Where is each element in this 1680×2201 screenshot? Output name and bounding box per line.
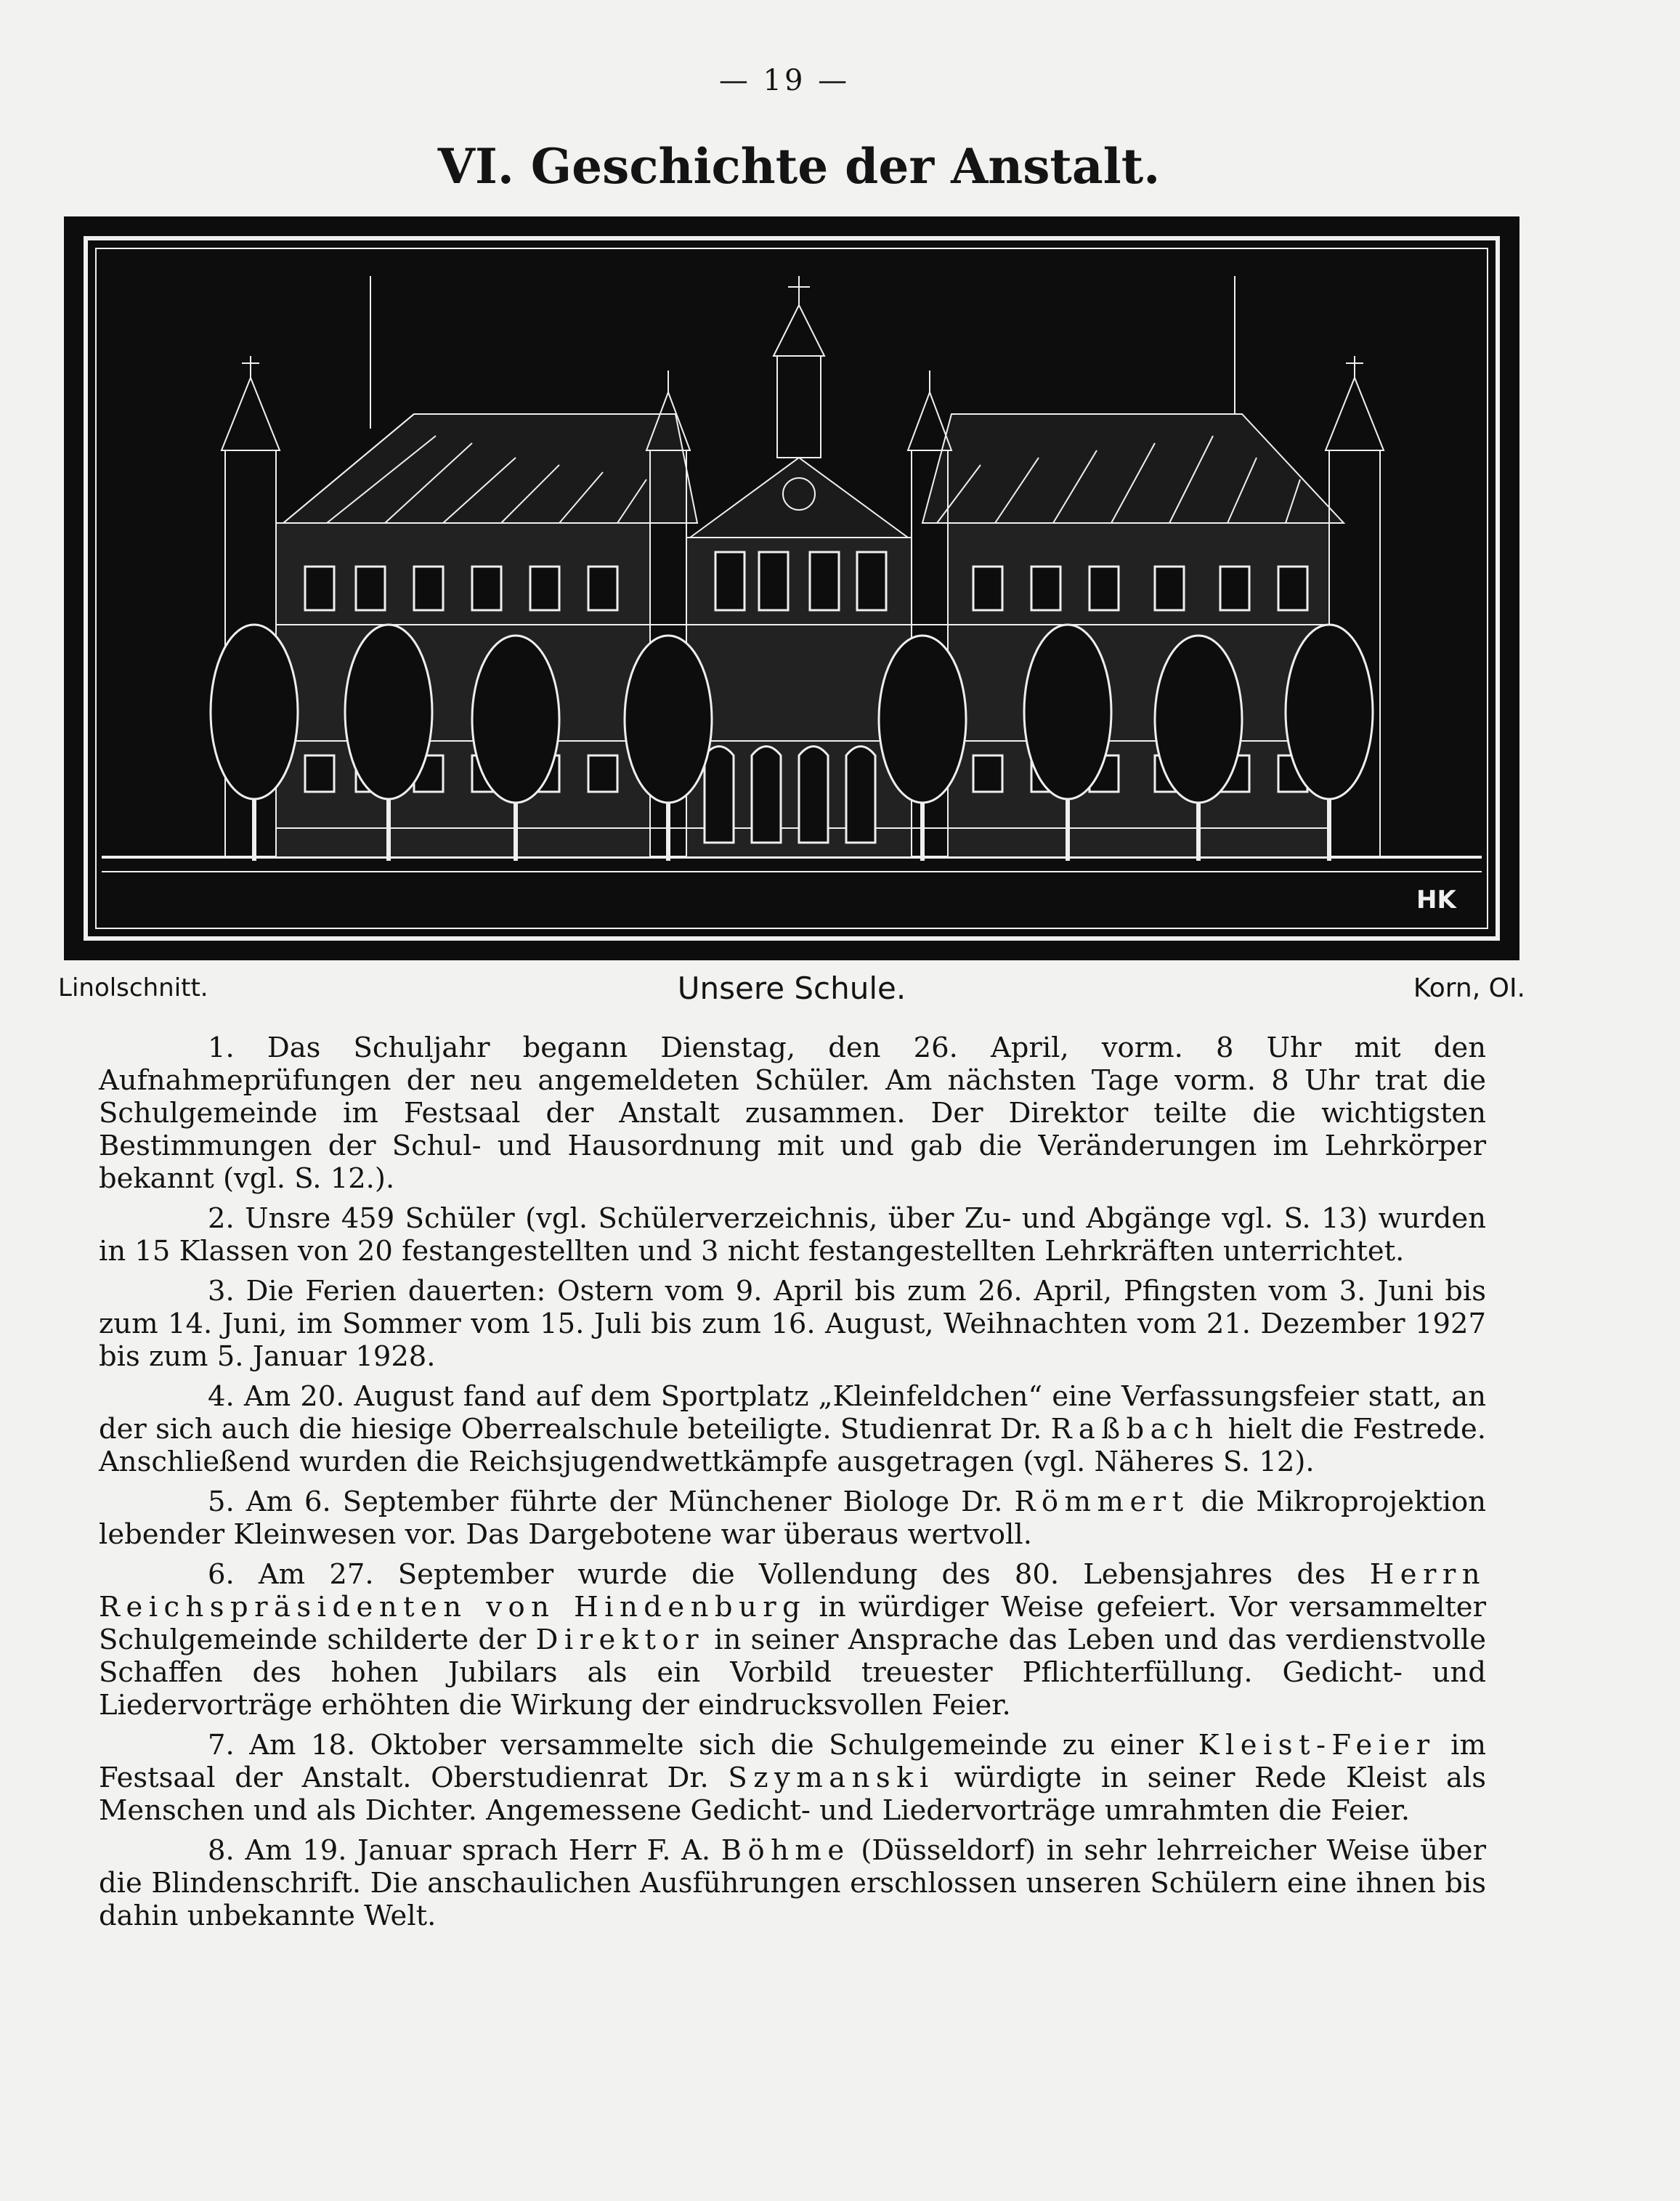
paragraph-6-direktor: Direktor bbox=[535, 1624, 705, 1656]
paragraph-6 bbox=[99, 1558, 1486, 1722]
paragraph-4-text-c: hielt die Festrede. Anschließend wurden die Reichsjugendwettkämpfe ausgetragen (vgl. Näheres S. 12). bbox=[99, 1413, 1486, 1478]
paragraph-7-text-a: 7. Am 18. Oktober versammelte sich die Schulgemeinde zu einer bbox=[208, 1729, 1184, 1762]
caption-title: Unsere Schule. bbox=[677, 970, 906, 1006]
paragraph-5-text-c: die Mikroprojektion lebender Kleinwesen vor. Das Dargebotene war überaus wertvoll. bbox=[99, 1485, 1486, 1551]
caption-artist: Korn, OI. bbox=[1413, 973, 1525, 1003]
paragraph-5-name-roemmert: Römmert bbox=[1014, 1485, 1190, 1518]
paragraph-7-text-e: würdigte in seiner Rede Kleist als Menschen und als Dichter. Angemessene Gedicht- und Liedervorträge umrahmten die Feier. bbox=[99, 1762, 1486, 1827]
paragraph-8 bbox=[99, 1834, 1486, 1932]
school-building-illustration bbox=[65, 218, 1518, 959]
paragraph-6-text-e: in seiner Ansprache das Leben und das verdienstvolle Schaffen des hohen Jubilars als ein Vorbild treuester Pflichterfüllung. Gedicht- und Liedervorträge erhöhten die Wirkung der eindrucksvollen Feier. bbox=[99, 1624, 1486, 1722]
paragraph-4-text-a: 4. Am 20. August fand auf dem Sportplatz „Kleinfeldchen“ eine Verfassungsfeier statt, an der sich auch die hiesige Oberrealschule beteiligte. Studienrat Dr. bbox=[99, 1380, 1486, 1446]
paragraph-7-text-c: im Festsaal der Anstalt. Oberstudienrat Dr. bbox=[99, 1729, 1486, 1794]
artist-signature: HK bbox=[1416, 885, 1456, 915]
paragraph-1: 1. Das Schuljahr begann Dienstag, den 26. April, vorm. 8 Uhr mit den Aufnahmeprüfungen der neu angemeldeten Schüler. Am nächsten Tage vorm. 8 Uhr trat die Schulgemeinde im Festsaal der Anstalt zusammen. Der Direktor teilte die wichtigsten Bestimmungen der Schul- und Hausordnung mit und gab die Veränderungen im Lehrkörper bekannt (vgl. S. 12.). bbox=[99, 1031, 1486, 1195]
image-caption bbox=[58, 970, 1525, 1007]
paragraph-2: 2. Unsre 459 Schüler (vgl. Schülerverzeichnis, über Zu- und Abgänge vgl. S. 13) wurden in 15 Klassen von 20 festangestellten und 3 nicht festangestellten Lehrkräften unterrichtet. bbox=[99, 1202, 1486, 1268]
paragraph-7-kleist-feier: Kleist-Feier bbox=[1198, 1729, 1436, 1762]
caption-technique: Linolschnitt. bbox=[58, 973, 208, 1002]
paragraph-4-name-rassbach: Raßbach bbox=[1050, 1413, 1220, 1446]
page-title: VI. Geschichte der Anstalt. bbox=[437, 138, 1161, 195]
paragraph-5-text-a: 5. Am 6. September führte der Münchener Biologe Dr. bbox=[208, 1485, 1003, 1518]
paragraph-5 bbox=[99, 1485, 1486, 1551]
paragraph-6-text-a: 6. Am 27. September wurde die Vollendung des 80. Lebensjahres des bbox=[208, 1558, 1346, 1591]
paragraph-3: 3. Die Ferien dauerten: Ostern vom 9. April bis zum 26. April, Pfingsten vom 3. Juni bis zum 14. Juni, im Sommer vom 15. Juli bis zum 16. August, Weihnachten vom 21. Dezember 1927 bis zum 5. Januar 1928. bbox=[99, 1275, 1486, 1373]
page-number: — 19 — bbox=[718, 64, 851, 97]
paragraph-6-name-hindenburg: Herrn Reichspräsidenten von Hindenburg bbox=[99, 1558, 1487, 1624]
paragraph-8-text-a: 8. Am 19. Januar sprach Herr F. A. bbox=[208, 1834, 711, 1867]
paragraph-6-text-c: in würdiger Weise gefeiert. Vor versammelter Schulgemeinde schilderte der bbox=[99, 1591, 1486, 1656]
paragraph-8-name-boehme: Böhme bbox=[721, 1834, 851, 1867]
paragraph-4 bbox=[99, 1380, 1486, 1478]
paragraph-8-text-c: (Düsseldorf) in sehr lehrreicher Weise über die Blindenschrift. Die anschaulichen Ausführungen erschlossen unseren Schülern eine ihnen bis dahin unbekannte Welt. bbox=[99, 1834, 1486, 1932]
linocut-school-image bbox=[65, 218, 1518, 959]
history-body bbox=[99, 1031, 1486, 1939]
paragraph-7-name-szymanski: Szymanski bbox=[728, 1762, 935, 1794]
paragraph-7 bbox=[99, 1729, 1486, 1827]
